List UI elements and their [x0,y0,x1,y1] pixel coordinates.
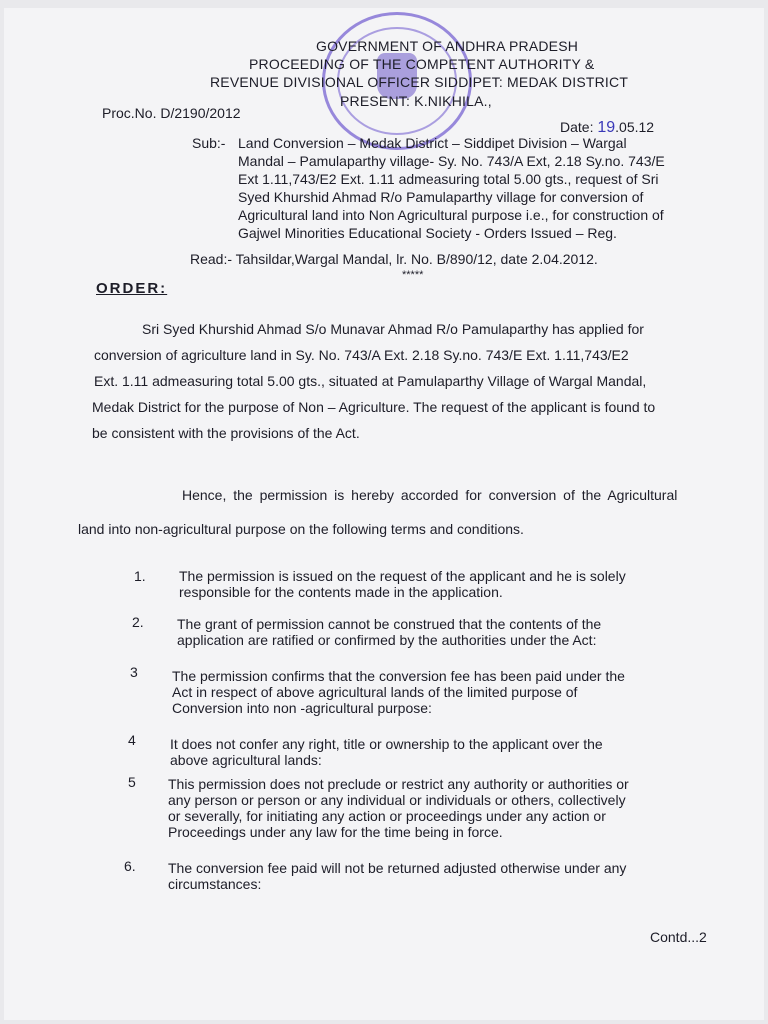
condition-number: 1. [134,568,146,584]
condition-line: circumstances: [168,876,262,892]
proc-number: Proc.No. D/2190/2012 [102,105,241,121]
paragraph-1-line: Sri Syed Khurshid Ahmad S/o Munavar Ahmad R/o Pamulaparthy has applied for [142,321,644,337]
paragraph-1-line: conversion of agriculture land in Sy. No. 743/A Ext. 2.18 Sy.no. 743/E Ext. 1.11,743/E2 [94,347,629,363]
separator-stars: ***** [402,269,424,281]
condition-line: any person or person or any individual or individuals or others, collectively [168,792,626,808]
date-month-year: .05.12 [615,119,655,135]
date-handwritten-day: 19 [597,119,616,136]
condition-number: 4 [128,732,136,748]
paragraph-1-line: Medak District for the purpose of Non – Agriculture. The request of the applicant is found to [92,399,656,415]
condition-line: The permission is issued on the request of the applicant and he is solely [179,568,626,584]
condition-line: The grant of permission cannot be construed that the contents of the [177,616,602,632]
condition-line: or severally, for initiating any action or proceedings under any action or [168,808,606,824]
continued-footer: Contd...2 [650,929,707,945]
header-revenue-office: REVENUE DIVISIONAL OFFICER SIDDIPET: MEDAK DISTRICT [210,74,629,90]
date-label: Date: [560,119,594,135]
paragraph-1-line: be consistent with the provisions of the Act. [92,425,360,441]
subject-label: Sub:- [192,135,226,151]
header-present: PRESENT: K.NIKHILA., [340,93,492,109]
condition-line: application are ratified or confirmed by the authorities under the Act: [177,632,597,648]
subject-line: Mandal – Pamulaparthy village- Sy. No. 743/A Ext, 2.18 Sy.no. 743/E [238,153,665,169]
condition-line: Conversion into non -agricultural purpose: [172,700,432,716]
condition-number: 6. [124,858,136,874]
condition-line: above agricultural lands: [170,752,322,768]
order-heading: ORDER: [96,280,168,297]
condition-number: 5 [128,774,136,790]
paragraph-2-line: land into non-agricultural purpose on the following terms and conditions. [78,521,524,537]
header-proceeding: PROCEEDING OF THE COMPETENT AUTHORITY & [249,56,595,72]
subject-line: Agricultural land into Non Agricultural purpose i.e., for construction of [238,207,664,223]
condition-line: Proceedings under any law for the time being in force. [168,824,503,840]
condition-line: Act in respect of above agricultural lands of the limited purpose of [172,684,578,700]
paragraph-1-line: Ext. 1.11 admeasuring total 5.00 gts., situated at Pamulaparthy Village of Wargal Mandal, [94,373,647,389]
condition-line: This permission does not preclude or restrict any authority or authorities or [168,776,629,792]
subject-line: Gajwel Minorities Educational Society - Orders Issued – Reg. [238,225,617,241]
subject-line: Land Conversion – Medak District – Siddipet Division – Wargal [238,135,627,151]
document-page [4,8,764,1020]
subject-line: Ext 1.11,743/E2 Ext. 1.11 admeasuring total 5.00 gts., request of Sri [238,171,659,187]
reference-read: Read:- Tahsildar,Wargal Mandal, lr. No. B/890/12, date 2.04.2012. [190,251,598,267]
condition-line: The conversion fee paid will not be returned adjusted otherwise under any [168,860,627,876]
condition-line: responsible for the contents made in the application. [179,584,503,600]
header-government: GOVERNMENT OF ANDHRA PRADESH [316,38,579,54]
paragraph-2-line: Hence, the permission is hereby accorded for conversion of the Agricultural [182,487,678,503]
condition-line: It does not confer any right, title or ownership to the applicant over the [170,736,603,752]
condition-number: 3 [130,664,138,680]
subject-line: Syed Khurshid Ahmad R/o Pamulaparthy village for conversion of [238,189,644,205]
condition-number: 2. [132,614,144,630]
condition-line: The permission confirms that the conversion fee has been paid under the [172,668,625,684]
